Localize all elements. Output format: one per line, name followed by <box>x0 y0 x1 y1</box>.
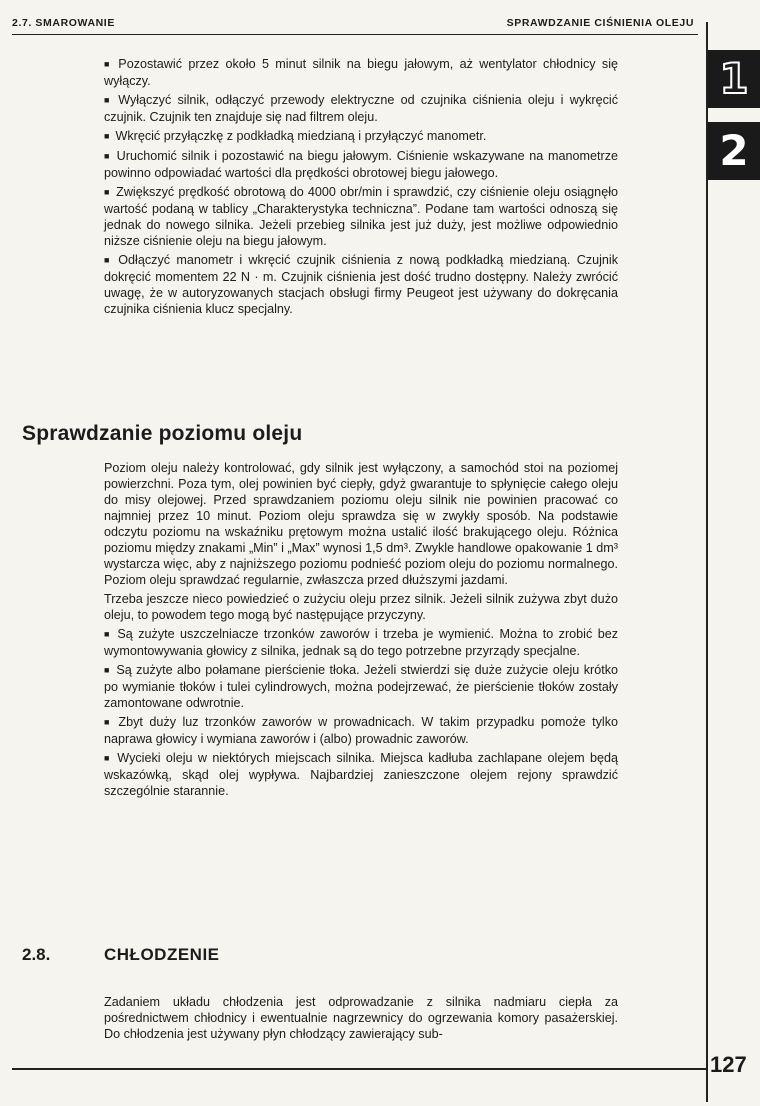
bullet-icon: ■ <box>104 665 111 675</box>
chapter-tab-1: 1 <box>708 50 760 108</box>
margin-divider <box>706 22 708 1102</box>
list-item: ■ Są zużyte uszczelniacze trzonków zaworów i trzeba je wymienić. Można to zrobić bez wymontowywania głowicy z silnika, jednak są do tego potrzebne przyrządy specjalne. <box>104 627 618 658</box>
bullet-icon: ■ <box>104 753 112 763</box>
page-header <box>12 12 698 35</box>
bullet-icon: ■ <box>104 95 113 105</box>
list-item: ■ Wkręcić przyłączkę z podkładką miedzianą i przyłączyć manometr. <box>104 129 487 143</box>
chapter-title: CHŁODZENIE <box>104 945 220 964</box>
section-heading: Sprawdzanie poziomu oleju <box>22 422 303 445</box>
page-number: 127 <box>710 1052 747 1077</box>
header-topic-label: SPRAWDZANIE CIŚNIENIA OLEJU <box>506 17 694 29</box>
paragraph: Poziom oleju należy kontrolować, gdy silnik jest wyłączony, a samochód stoi na poziomej powierzchni. Poza tym, olej powinien być ciepły, gdyż gwarantuje to spłynięcie całego oleju do misy olejowej. Przed sprawdzaniem poziomu oleju silnik nie powinien pracować co najmniej przez 10 minut. Poziom oleju sprawdza się w zwykły sposób. Na podstawie odczytu poziomu na wskaźniku prętowym można ustalić ilość brakującego oleju. Różnica poziomu między znakami „Min” i „Max” wynosi 1,5 dm³. Zwykle handlowe opakowanie 1 dm³ wystarcza więc, aby z najniższego poziomu podnieść poziom oleju do poziomu normalnego. Poziom oleju sprawdzać regularnie, zwłaszcza przed dłuższymi jazdami. <box>104 461 618 587</box>
chapter-number: 2.8. <box>22 945 51 964</box>
bullet-icon: ■ <box>104 59 113 69</box>
bullet-icon: ■ <box>104 187 111 197</box>
list-item: ■ Zbyt duży luz trzonków zaworów w prowadnicach. W takim przypadku pomoże tylko naprawa głowicy i wymiana zaworów i (albo) prowadnic zaworów. <box>104 715 618 746</box>
list-item: ■ Zwiększyć prędkość obrotową do 4000 obr/min i sprawdzić, czy ciśnienie oleju osiągnęło wartość podaną w tablicy „Charakterystyka techniczna”. Podane tam wartości odnoszą się jednak do nowego silnika. Jeżeli przebieg silnika jest już duży, jest możliwe odpowiednio niższe ciśnienie oleju na biegu jałowym. <box>104 185 618 248</box>
footer-rule <box>12 1068 706 1070</box>
list-item: ■ Wycieki oleju w niektórych miejscach silnika. Miejsca kadłuba zachlapane olejem będą wskazówką, skąd olej wypływa. Najbardziej zanieszczone olejem rejony sprawdzić szczególnie starannie. <box>104 751 618 798</box>
list-item: ■ Są zużyte albo połamane pierścienie tłoka. Jeżeli stwierdzi się duże zużycie oleju krótko po wymianie tłoków i tulei cylindrowych, można podejrzewać, że pierścienie tłoków zostały zamontowane odwrotnie. <box>104 663 619 710</box>
list-item: ■ Odłączyć manometr i wkręcić czujnik ciśnienia z nową podkładką miedzianą. Czujnik dokręcić momentem 22 N · m. Czujnik ciśnienia jest dość trudno dostępny. Należy zwrócić uwagę, że w autoryzowanych stacjach obsługi firmy Peugeot jest używany do dokręcania czujnika ciśnienia klucz specjalny. <box>104 253 619 316</box>
bullet-icon: ■ <box>104 131 110 141</box>
paragraph: Zadaniem układu chłodzenia jest odprowadzanie z silnika nadmiaru ciepła za pośrednictwem chłodnicy i ewentualnie nagrzewnicy do ogrzewania komory pasażerskiej. Do chłodzenia jest używany płyn chłodzący zawierający sub- <box>104 995 618 1041</box>
bullet-icon: ■ <box>104 717 113 727</box>
bullet-icon: ■ <box>104 629 112 639</box>
bullet-icon: ■ <box>104 255 113 265</box>
list-item: ■ Wyłączyć silnik, odłączyć przewody elektryczne od czujnika ciśnienia oleju i wykręcić czujnik. Czujnik ten znajduje się nad filtrem oleju. <box>104 93 619 124</box>
paragraph: Trzeba jeszcze nieco powiedzieć o zużyciu oleju przez silnik. Jeżeli silnik zużywa zbyt dużo oleju, to powodem tego mogą być następujące przyczyny. <box>104 592 618 622</box>
cooling-intro <box>104 994 618 1045</box>
oil-pressure-steps <box>104 56 618 320</box>
header-section-label: 2.7. SMAROWANIE <box>12 17 115 29</box>
chapter-tab-2: 2 <box>708 122 760 180</box>
oil-level-text <box>104 460 618 802</box>
bullet-icon: ■ <box>104 151 111 161</box>
list-item: ■ Uruchomić silnik i pozostawić na biegu jałowym. Ciśnienie wskazywane na manometrze powinno odpowiadać wartości dla prędkości obrotowej biegu jałowego. <box>104 149 619 180</box>
list-item: ■ Pozostawić przez około 5 minut silnik na biegu jałowym, aż wentylator chłodnicy się wyłączy. <box>104 57 619 88</box>
